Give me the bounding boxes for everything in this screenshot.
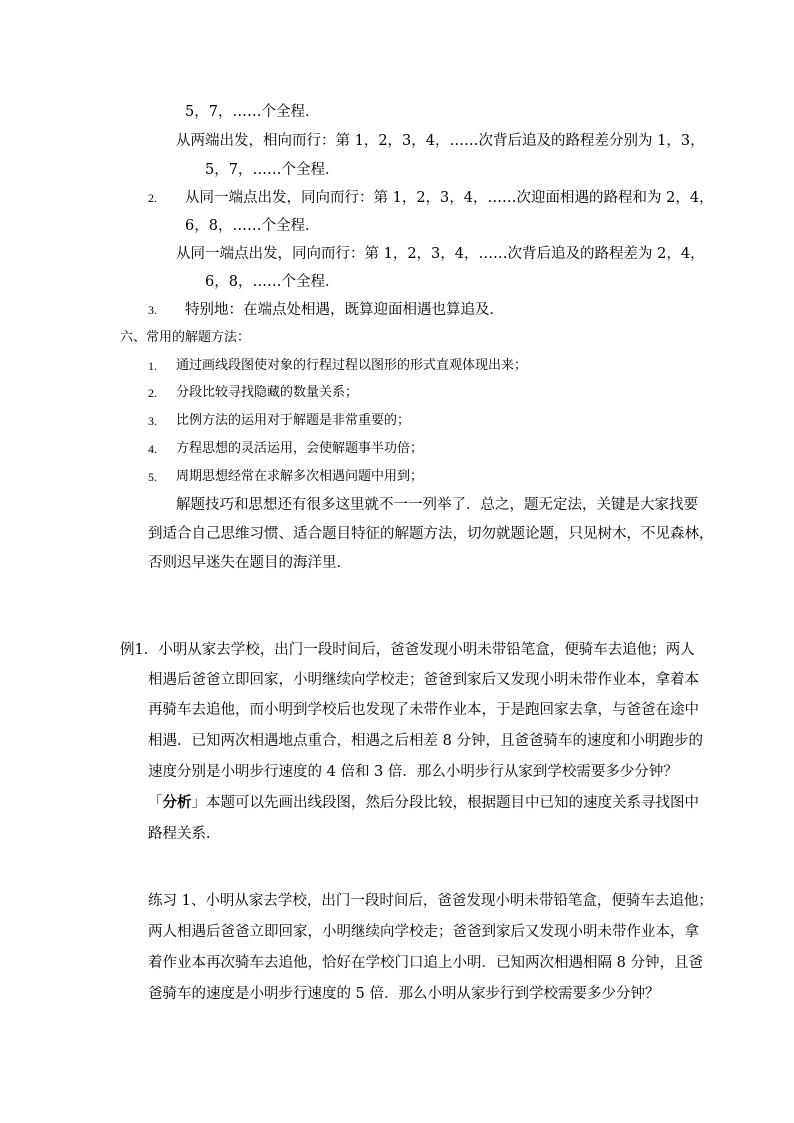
section-heading: 六、常用的解题方法： — [120, 330, 251, 345]
list-item: 周期思想经常在求解多次相遇问题中用到； — [176, 469, 424, 484]
text-line: 从同一端点出发，同向而行：第 1，2，3，4，……次背后追及的路程差为 2，4， — [176, 246, 705, 262]
analysis-line — [148, 793, 699, 813]
analysis-bracket-open: 「 — [148, 795, 163, 811]
paragraph-line: 解题技巧和思想还有很多这里就不一一列举了．总之，题无定法，关键是大家找要 — [176, 497, 698, 513]
example-line: 例1．小明从家去学校，出门一段时间后，爸爸发现小明未带铅笔盒，便骑车去追他；两人 — [120, 642, 695, 658]
paragraph-line: 否则迟早迷失在题目的海洋里． — [148, 555, 351, 571]
paragraph-line: 到适合自己思维习惯、适合题目特征的解题方法，切勿就题论题，只见树木，不见森林， — [148, 526, 714, 542]
analysis-label: 分析 — [162, 794, 192, 811]
practice-line: 爸骑车的速度是小明步行速度的 5 倍．那么小明从家步行到学校需要多少分钟？ — [148, 986, 660, 1002]
list-item: 比例方法的运用对于解题是非常重要的； — [176, 413, 411, 428]
analysis-bracket-close: 」 — [191, 795, 206, 811]
list-item: 方程思想的灵活运用，会使解题事半功倍； — [176, 441, 424, 456]
practice-line: 两人相遇后爸爸立即回家，小明继续向学校走；爸爸到家后又发现小明未带作业本，拿 — [148, 924, 699, 940]
text-line: 5，7，……个全程． — [205, 162, 340, 178]
analysis-line: 路程关系． — [148, 826, 221, 842]
list-number: 2. — [148, 191, 157, 205]
text-line: 6，8，……个全程． — [205, 274, 340, 290]
list-number: 1. — [148, 359, 157, 373]
example-line: 速度分别是小明步行速度的 4 倍和 3 倍．那么小明步行从家到学校需要多少分钟？ — [148, 764, 678, 780]
text-line: 从同一端点出发，同向而行：第 1，2，3，4，……次迎面相遇的路程和为 2，4， — [185, 190, 714, 206]
list-number: 5. — [148, 470, 157, 484]
practice-line: 练习 1、小明从家去学校，出门一段时间后，爸爸发现小明未带铅笔盒，便骑车去追他； — [148, 893, 713, 909]
list-number: 3. — [148, 303, 157, 317]
practice-line: 着作业本再次骑车去追他，恰好在学校门口追上小明．已知两次相遇相隔 8 分钟，且爸 — [148, 955, 703, 971]
analysis-text: 本题可以先画出线段图，然后分段比较，根据题目中已知的速度关系寻找图中 — [206, 795, 699, 811]
list-item: 分段比较寻找隐藏的数量关系； — [176, 385, 359, 400]
text-line: 从两端出发，相向而行：第 1，2，3，4，……次背后追及的路程差分别为 1，3， — [176, 133, 705, 149]
text-line: 特别地：在端点处相遇，既算迎面相遇也算追及． — [185, 302, 504, 318]
example-line: 相遇后爸爸立即回家，小明继续向学校走；爸爸到家后又发现小明未带作业本，拿着本 — [148, 672, 699, 688]
example-line: 再骑车去追他，而小明到学校后也发现了未带作业本，于是跑回家去拿，与爸爸在途中 — [148, 702, 699, 718]
text-line: 6，8，……个全程． — [185, 218, 320, 234]
list-number: 3. — [148, 414, 157, 428]
list-item: 通过画线段图使对象的行程过程以图形的形式直观体现出来； — [176, 358, 528, 373]
example-line: 相遇．已知两次相遇地点重合，相遇之后相差 8 分钟，且爸爸骑车的速度和小明跑步的 — [148, 733, 703, 749]
list-number: 2. — [148, 386, 157, 400]
text-line: 5，7，……个全程． — [185, 104, 320, 120]
list-number: 4. — [148, 442, 157, 456]
